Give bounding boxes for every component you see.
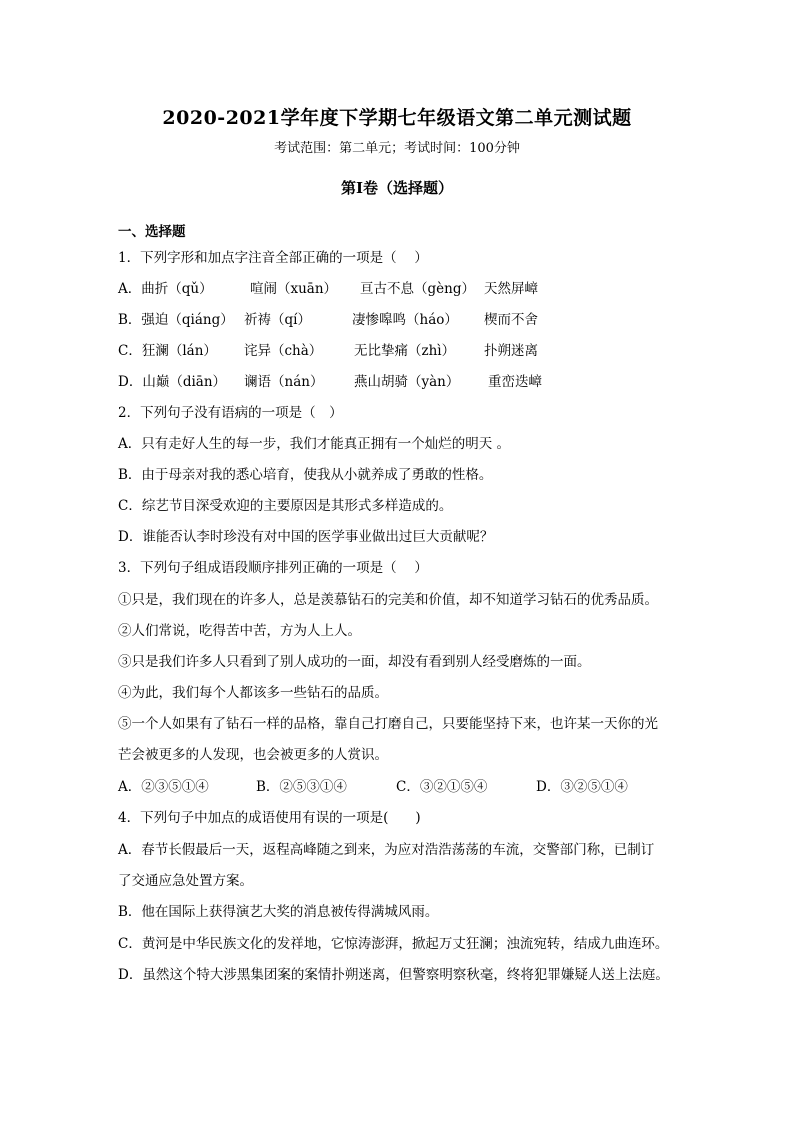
question-4-option-c: C．黄河是中华民族文化的发祥地，它惊涛澎湃，掀起万丈狂澜；浊流宛转，结成九曲连环。 — [118, 936, 669, 952]
question-2-option-c: C．综艺节目深受欢迎的主要原因是其形式多样造成的。 — [118, 498, 453, 514]
question-3-stem: 3．下列句子组成语段顺序排列正确的一项是（ ） — [118, 560, 428, 576]
question-4-option-d: D．虽然这个特大涉黑集团案的案情扑朔迷离，但警察明察秋毫，终将犯罪嫌疑人送上法庭。 — [118, 967, 669, 983]
option-word: 凄惨嗥鸣（háo） — [352, 312, 458, 328]
question-4-option-a-cont: 了交通应急处置方案。 — [118, 873, 253, 889]
option-word: 祈祷（qí） — [244, 312, 311, 328]
exam-scope-and-time: 考试范围：第二单元；考试时间：100分钟 — [274, 141, 520, 156]
question-2-option-b: B．由于母亲对我的悉心培育，使我从小就养成了勇敢的性格。 — [118, 467, 493, 483]
question-3-sentence-3: ③只是我们许多人只看到了别人成功的一面，却没有看到别人经受磨炼的一面。 — [118, 654, 591, 670]
option-word: C．③②①⑤④ — [396, 779, 488, 795]
question-3-options — [118, 778, 678, 796]
option-word: C．狂澜（lán） — [118, 343, 217, 359]
question-4-option-a: A．春节长假最后一天，返程高峰随之到来，为应对浩浩荡荡的车流，交警部门称，已制订 — [118, 842, 655, 858]
option-word: 诧异（chà） — [244, 343, 323, 359]
question-3-sentence-1: ①只是，我们现在的许多人，总是羡慕钻石的完美和价值，却不知道学习钻石的优秀品质。 — [118, 592, 658, 608]
question-1-option-c — [118, 342, 678, 360]
question-2-stem: 2．下列句子没有语病的一项是（ ） — [118, 405, 343, 421]
section-heading: 一、选择题 — [118, 224, 186, 240]
option-word: 喧闹（xuān） — [250, 281, 338, 297]
option-word: D．山巅（diān） — [118, 374, 227, 390]
question-4-stem: 4．下列句子中加点的成语使用有误的一项是( ) — [118, 810, 421, 826]
option-word: 天然屏嶂 — [484, 281, 538, 297]
option-word: 燕山胡骑（yàn） — [354, 374, 460, 390]
question-3-sentence-4: ④为此，我们每个人都该多一些钻石的品质。 — [118, 685, 388, 701]
option-word: B．②⑤③①④ — [256, 779, 347, 795]
question-1-option-a — [118, 280, 678, 298]
question-3-sentence-5-cont: 芒会被更多的人发现，也会被更多的人赏识。 — [118, 747, 388, 763]
option-word: D．③②⑤①④ — [536, 779, 628, 795]
part-title: 第I卷（选择题） — [340, 179, 454, 197]
option-word: A．②③⑤①④ — [118, 779, 209, 795]
question-3-sentence-5: ⑤一个人如果有了钻石一样的品格，靠自己打磨自己，只要能坚持下来，也许某一天你的光 — [118, 716, 658, 732]
question-2-option-d: D．谁能否认李时珍没有对中国的医学事业做出过巨大贡献呢？ — [118, 529, 494, 545]
option-word: 无比挚痛（zhì） — [354, 343, 456, 359]
question-3-sentence-2: ②人们常说，吃得苦中苦，方为人上人。 — [118, 623, 361, 639]
option-word: 扑朔迷离 — [484, 343, 538, 359]
question-1-option-d — [118, 373, 678, 391]
question-1-option-b — [118, 311, 678, 329]
option-word: 重峦迭嶂 — [488, 374, 542, 390]
question-1-stem: 1．下列字形和加点字注音全部正确的一项是（ ） — [118, 250, 428, 266]
option-word: 楔而不舍 — [484, 312, 538, 328]
option-word: 谰语（nán） — [244, 374, 324, 390]
option-word: A．曲折（qǔ） — [118, 281, 213, 297]
option-word: B．强迫（qiáng） — [118, 312, 234, 328]
exam-title: 2020-2021学年度下学期七年级语文第二单元测试题 — [162, 107, 632, 129]
option-word: 亘古不息（gèng） — [360, 281, 475, 297]
question-4-option-b: B．他在国际上获得演艺大奖的消息被传得满城风雨。 — [118, 904, 439, 920]
question-2-option-a: A．只有走好人生的每一步，我们才能真正拥有一个灿烂的明天 。 — [118, 436, 511, 452]
